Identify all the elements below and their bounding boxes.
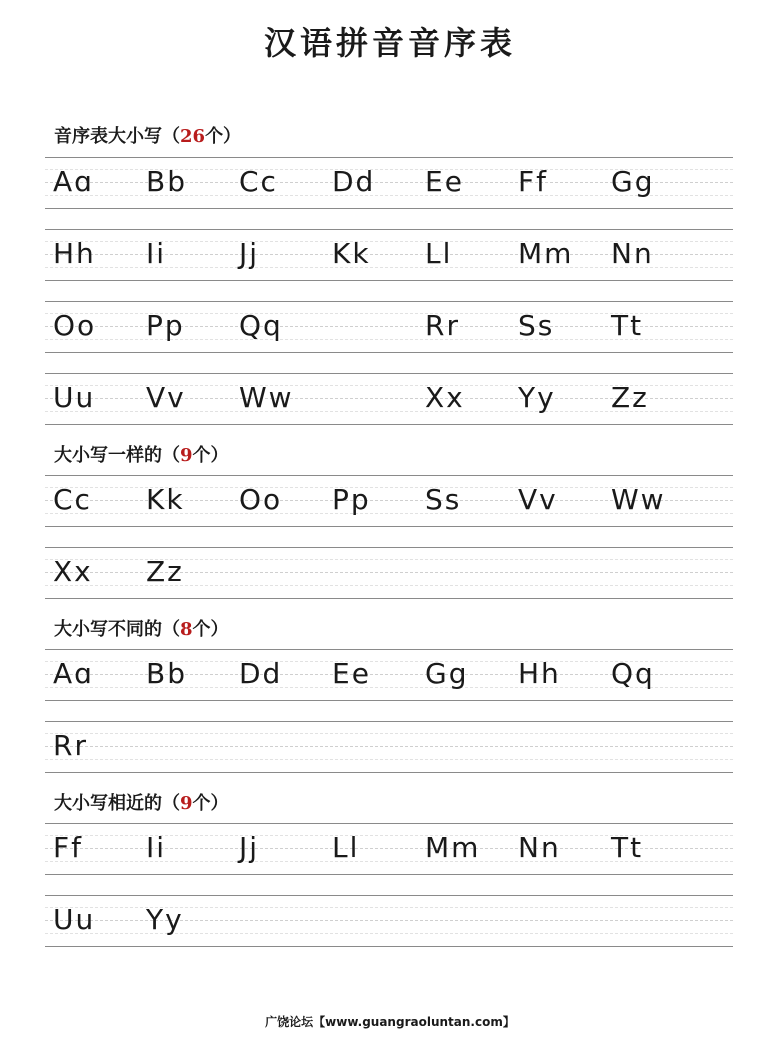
letter-pair: Uu bbox=[53, 903, 96, 936]
letter-pair: Ss bbox=[518, 309, 555, 342]
letter-pair: Kk bbox=[332, 237, 371, 270]
letter-pair: Mm bbox=[518, 237, 574, 270]
letter-pair: Zz bbox=[146, 555, 184, 588]
letter-pair: Ff bbox=[518, 165, 548, 198]
letter-pair: Ll bbox=[425, 237, 453, 270]
letter-pair: Qq bbox=[239, 309, 283, 342]
letter-pair: Ww bbox=[239, 381, 294, 414]
writing-row bbox=[45, 301, 733, 353]
letter-pair: Jj bbox=[239, 831, 260, 864]
letter-pair: Yy bbox=[518, 381, 556, 414]
writing-row bbox=[45, 649, 733, 701]
section-heading-unit: 个） bbox=[192, 793, 229, 814]
page-title: 汉语拼音音序表 bbox=[263, 24, 516, 62]
letter-pair: Nn bbox=[611, 237, 654, 270]
letter-pair: Aɑ bbox=[53, 165, 94, 198]
writing-row bbox=[45, 721, 733, 773]
section-heading-different-case bbox=[54, 615, 229, 641]
letter-pair: Kk bbox=[146, 483, 185, 516]
letter-pair: Aɑ bbox=[53, 657, 94, 690]
letter-pair: Dd bbox=[239, 657, 283, 690]
letter-pair: Gg bbox=[611, 165, 655, 198]
letter-pair: Gg bbox=[425, 657, 469, 690]
letter-pair: Pp bbox=[146, 309, 185, 342]
letter-pair: Ee bbox=[425, 165, 464, 198]
letter-pair: Ii bbox=[146, 237, 167, 270]
letter-pair: Rr bbox=[53, 729, 88, 762]
letter-pair: Nn bbox=[518, 831, 561, 864]
section-heading-same-case bbox=[54, 441, 229, 467]
letter-pair: Yy bbox=[146, 903, 184, 936]
letter-pair: Tt bbox=[611, 309, 644, 342]
letter-pair: Qq bbox=[611, 657, 655, 690]
letter-pair: Mm bbox=[425, 831, 481, 864]
section-count: 9 bbox=[180, 445, 193, 466]
letter-pair: Pp bbox=[332, 483, 371, 516]
letter-pair: Hh bbox=[53, 237, 96, 270]
writing-row bbox=[45, 475, 733, 527]
letter-pair: Dd bbox=[332, 165, 376, 198]
section-heading-unit: 个） bbox=[192, 619, 229, 640]
section-count: 8 bbox=[180, 619, 193, 640]
writing-row bbox=[45, 895, 733, 947]
writing-row bbox=[45, 229, 733, 281]
writing-row bbox=[45, 373, 733, 425]
letter-pair: Jj bbox=[239, 237, 260, 270]
letter-pair: Tt bbox=[611, 831, 644, 864]
letter-pair: Bb bbox=[146, 165, 187, 198]
letter-pair: Cc bbox=[239, 165, 278, 198]
letter-pair: Ww bbox=[611, 483, 666, 516]
section-heading-label: 大小写一样的（ bbox=[54, 445, 180, 466]
letter-pair: Oo bbox=[239, 483, 283, 516]
letter-pair: Uu bbox=[53, 381, 96, 414]
section-heading-all-letters bbox=[54, 122, 241, 148]
letter-pair: Ff bbox=[53, 831, 83, 864]
letter-pair: Hh bbox=[518, 657, 561, 690]
letter-pair: Ss bbox=[425, 483, 462, 516]
letter-pair: Vv bbox=[518, 483, 558, 516]
letter-pair: Zz bbox=[611, 381, 649, 414]
writing-row bbox=[45, 547, 733, 599]
letter-pair: Rr bbox=[425, 309, 460, 342]
section-count: 9 bbox=[180, 793, 193, 814]
section-count: 26 bbox=[180, 126, 206, 147]
letter-pair: Xx bbox=[425, 381, 465, 414]
section-heading-similar-case bbox=[54, 789, 229, 815]
section-heading-unit: 个） bbox=[205, 126, 242, 147]
section-heading-label: 大小写不同的（ bbox=[54, 619, 180, 640]
letter-pair: Ll bbox=[332, 831, 360, 864]
writing-row bbox=[45, 157, 733, 209]
writing-row bbox=[45, 823, 733, 875]
section-heading-unit: 个） bbox=[192, 445, 229, 466]
letter-pair: Ee bbox=[332, 657, 371, 690]
footer-source: 广饶论坛【www.guangraoluntan.com】 bbox=[265, 1015, 515, 1029]
letter-pair: Xx bbox=[53, 555, 93, 588]
section-heading-label: 音序表大小写（ bbox=[54, 126, 180, 147]
letter-pair: Cc bbox=[53, 483, 92, 516]
letter-pair: Oo bbox=[53, 309, 97, 342]
letter-pair: Vv bbox=[146, 381, 186, 414]
letter-pair: Bb bbox=[146, 657, 187, 690]
section-heading-label: 大小写相近的（ bbox=[54, 793, 180, 814]
letter-pair: Ii bbox=[146, 831, 167, 864]
